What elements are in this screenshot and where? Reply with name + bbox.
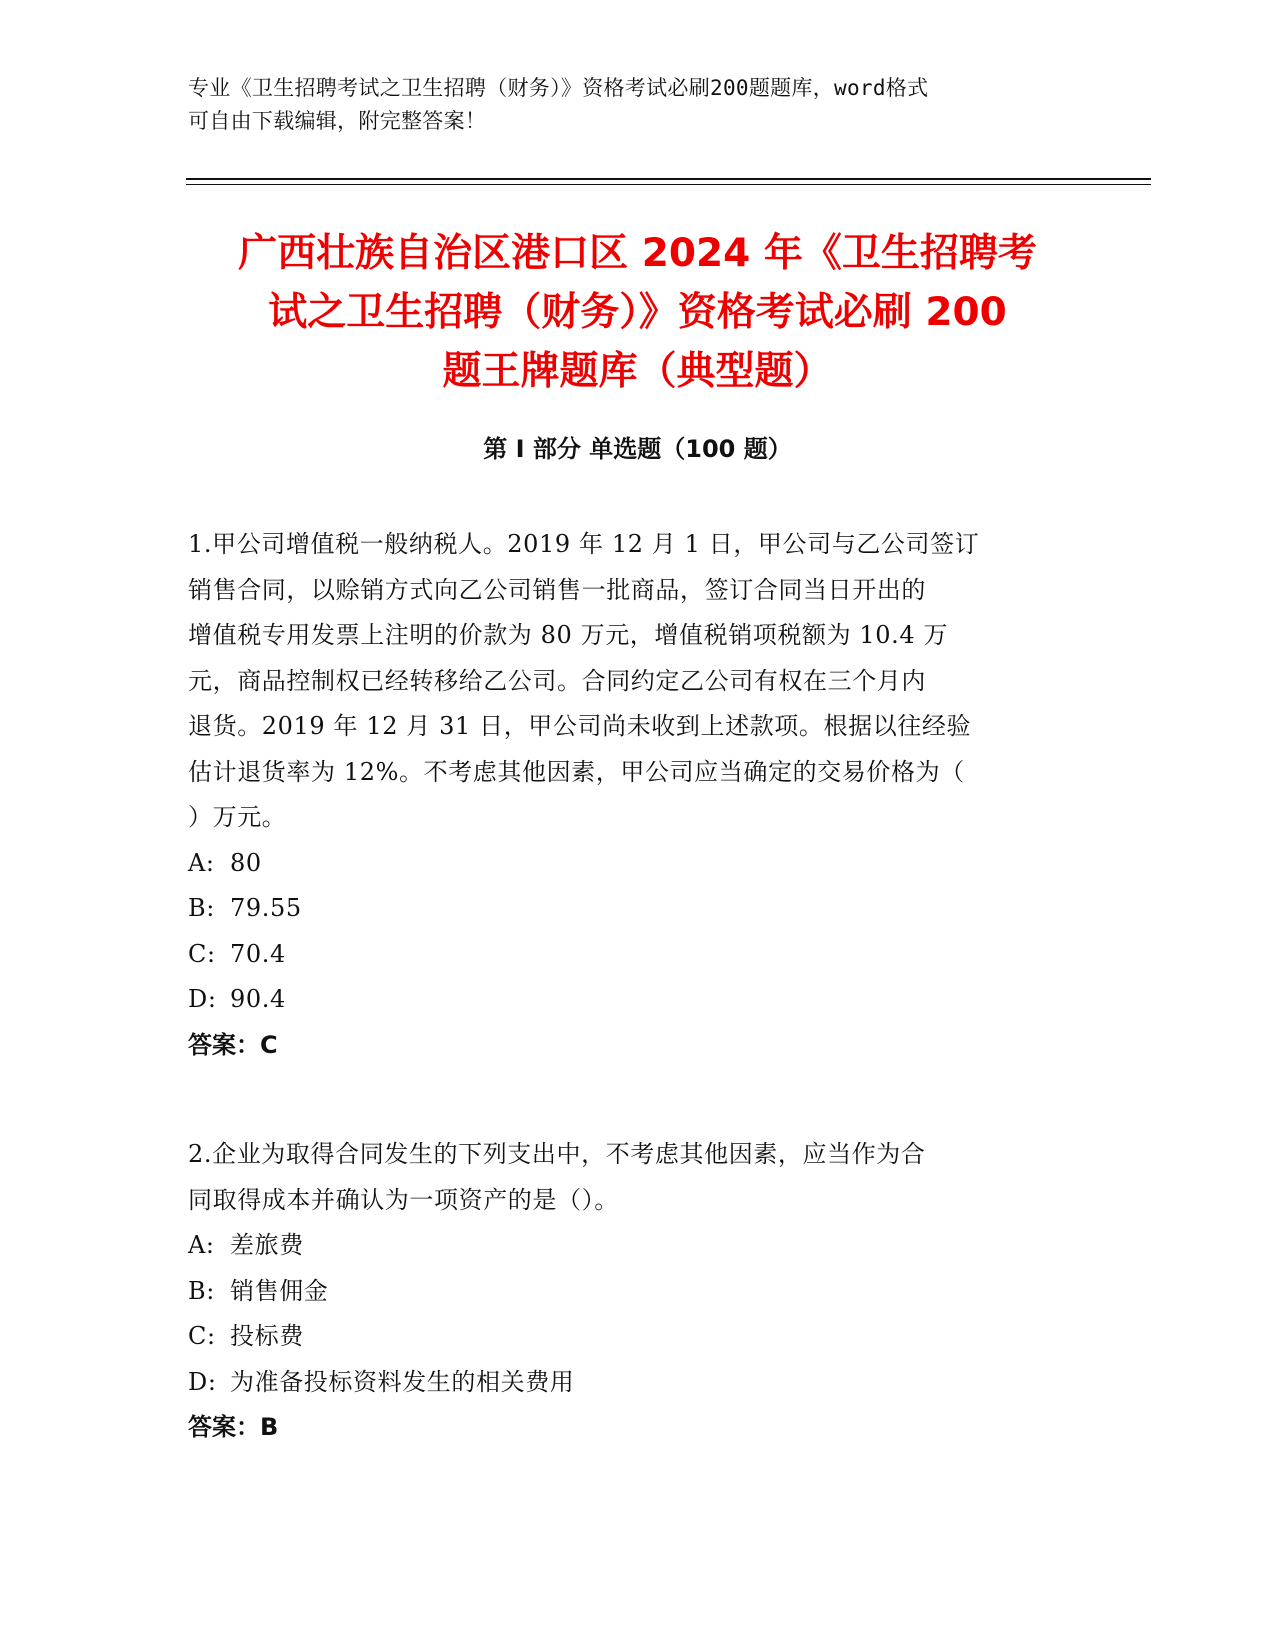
option-key: C: [188,1322,216,1350]
answer-key: 答案：B [188,1413,279,1441]
document-title-line: 广西壮族自治区港口区 2024 年《卫生招聘考 [238,231,1037,276]
header-note [188,72,1088,138]
answer-option-a [188,841,1088,887]
question-stem-line: ）万元。 [188,803,287,831]
answer-option-c [188,932,1088,978]
question-stem-line: 1.甲公司增值税一般纳税人。2019 年 12 月 1 日，甲公司与乙公司签订 [188,530,980,558]
option-key: D: [188,1367,217,1396]
option-text: 投标费 [230,1322,304,1350]
option-key: A: [188,1231,215,1259]
question-item [188,522,1088,1068]
answer-option-a [188,1223,1088,1269]
option-text: 79.55 [230,894,302,922]
document-title [150,224,1125,401]
question-spacer [188,1068,1088,1132]
question-stem [188,522,1088,841]
question-stem-line: 销售合同，以赊销方式向乙公司销售一批商品，签订合同当日开出的 [188,575,926,604]
document-title-line: 题王牌题库（典型题） [442,349,833,394]
option-text: 70.4 [230,939,286,968]
option-key: B: [188,1276,215,1305]
question-stem-line: 退货。2019 年 12 月 31 日，甲公司尚未收到上述款项。根据以往经验 [188,712,972,740]
answer-option-d [188,1360,1088,1406]
answer-key: 答案：C [188,1030,278,1059]
header-divider-thin [186,184,1151,185]
question-stem-line: 元，商品控制权已经转移给乙公司。合同约定乙公司有权在三个月内 [188,666,926,695]
option-text: 差旅费 [230,1231,304,1259]
answer-option-c [188,1314,1088,1360]
option-text: 80 [230,848,262,877]
question-stem-line: 同取得成本并确认为一项资产的是（）。 [188,1185,619,1214]
option-key: A: [188,848,215,877]
question-stem-line: 估计退货率为 12%。不考虑其他因素，甲公司应当确定的交易价格为（ [188,757,965,786]
option-text: 90.4 [230,985,286,1013]
question-item [188,1132,1088,1451]
header-note-line: 专业《卫生招聘考试之卫生招聘（财务）》资格考试必刷200题题库，word格式 [188,76,929,100]
header-divider-thick [186,178,1151,180]
option-text: 为准备投标资料发生的相关费用 [230,1367,575,1396]
option-key: B: [188,894,215,922]
answer-option-b [188,886,1088,932]
answer-option-d [188,977,1088,1023]
option-text: 销售佣金 [230,1276,329,1305]
option-key: C: [188,939,216,968]
question-stem-line: 2.企业为取得合同发生的下列支出中，不考虑其他因素，应当作为合 [188,1140,926,1168]
document-title-line: 试之卫生招聘（财务）》资格考试必刷 200 [268,290,1007,335]
section-heading: 第 I 部分 单选题（100 题） [483,435,792,463]
answer-option-b [188,1269,1088,1315]
option-key: D: [188,985,217,1013]
question-list [188,522,1088,1451]
question-stem-line: 增值税专用发票上注明的价款为 80 万元，增值税销项税额为 10.4 万 [188,621,949,649]
question-stem [188,1132,1088,1223]
header-note-line: 可自由下载编辑，附完整答案！ [188,109,487,133]
